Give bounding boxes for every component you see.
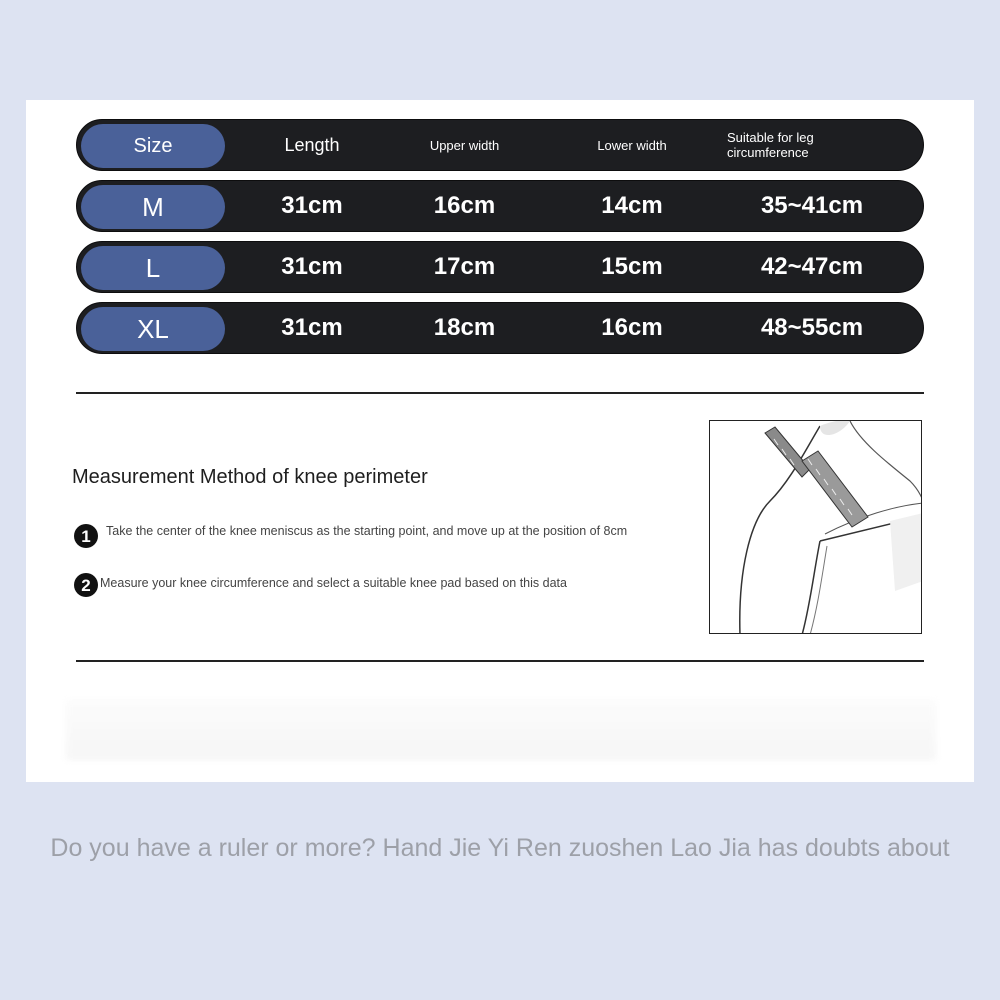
size-pill: M xyxy=(81,185,225,229)
upper-width-cell: 16cm xyxy=(433,192,496,219)
lower-width-cell: 16cm xyxy=(601,314,663,341)
lower-width-cell: 14cm xyxy=(601,192,663,219)
lower-width-cell: 15cm xyxy=(601,253,663,280)
upper-width-cell: 17cm xyxy=(433,253,496,280)
size-pill: L xyxy=(81,246,225,290)
leg-circumference-cell: 42~47cm xyxy=(760,253,864,280)
step-text-1: Take the center of the knee meniscus as the starting point, and move up at the position of 8cm xyxy=(106,524,628,538)
size-pill: XL xyxy=(81,307,225,351)
table-row xyxy=(76,180,924,232)
leg-circumference-cell: 48~55cm xyxy=(760,314,864,341)
length-cell: 31cm xyxy=(281,314,343,341)
divider-top xyxy=(76,392,924,394)
page-caption: Do you have a ruler or more? Hand Jie Yi Ren zuoshen Lao Jia has doubts about xyxy=(50,834,950,862)
table-row xyxy=(76,302,924,354)
step-text-2: Measure your knee circumference and select a suitable knee pad based on this data xyxy=(100,576,567,590)
length-cell: 31cm xyxy=(281,192,343,219)
knee-measurement-illustration xyxy=(709,420,922,634)
header-leg-circumference: Suitable for leg circumference xyxy=(727,130,814,160)
tape-measure-icon xyxy=(765,427,868,527)
upper-width-cell: 18cm xyxy=(433,314,496,341)
header-size-pill: Size xyxy=(81,124,225,168)
knee-tape-drawing xyxy=(710,421,922,634)
header-lower-width: Lower width xyxy=(597,137,667,153)
length-cell: 31cm xyxy=(281,253,343,280)
method-title: Measurement Method of knee perimeter xyxy=(72,466,428,488)
leg-circumference-cell: 35~41cm xyxy=(760,192,864,219)
header-upper-width: Upper width xyxy=(429,137,500,153)
step-number-2: 2 xyxy=(74,573,98,597)
header-length: Length xyxy=(284,134,340,155)
blurred-footer-area xyxy=(66,700,936,760)
divider-bottom xyxy=(76,660,924,662)
table-header-row xyxy=(76,119,924,171)
step-number-1: 1 xyxy=(74,524,98,548)
size-chart-card xyxy=(26,100,974,782)
table-row xyxy=(76,241,924,293)
